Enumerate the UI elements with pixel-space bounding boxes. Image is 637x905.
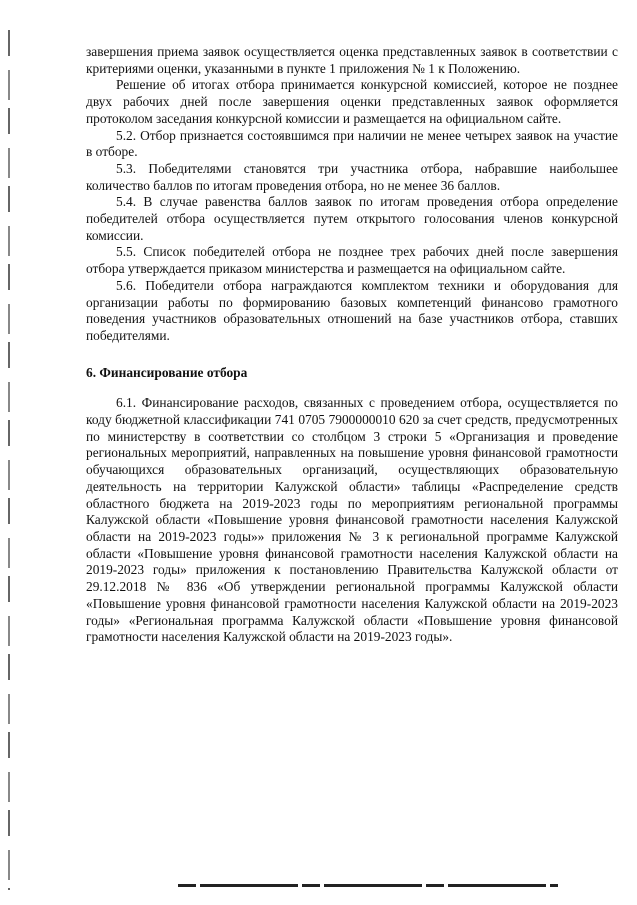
- paragraph-6-1: 6.1. Финансирование расходов, связанных с проведением отбора, осуществляется по коду бюджетной классификации 741 0705 7900000010 620 за счет средств, предусмотренных по министерству в соответствии со столбцом 3 строки 5 «Организация и проведение региональных мероприятий, направленных на повышение уровня финансовой грамотности обучающихся образовательных организаций, осуществляющих образовательную деятельность на территории Калужской области» таблицы «Распределение средств областного бюджета на 2019-2023 годы по мероприятиям региональной программы Калужской области «Повышение уровня финансовой грамотности населения Калужской области на 2019-2023 годы»» приложения № 3 к региональной программе Калужской области «Повышение уровня финансовой грамотности населения Калужской области на 2019-2023 годы» приложения к постановлению Правительства Калужской области от 29.12.2018 № 836 «Об утверждении региональной программы Калужской области «Повышение уровня финансовой грамотности населения Калужской области на 2019-2023 годы» «Региональная программа Калужской области «Повышение уровня финансовой грамотности населения Калужской области на 2019-2023 годы».: [86, 395, 618, 645]
- paragraph-5-4: 5.4. В случае равенства баллов заявок по итогам проведения отбора определение победителей отбора осуществляется путем открытого голосования членов конкурсной комиссии.: [86, 194, 618, 243]
- paragraph-continuation: завершения приема заявок осуществляется оценка представленных заявок в соответствии с критериями оценки, указанными в пункте 1 приложения № 1 к Положению.: [86, 44, 618, 76]
- scan-bottom-edge: [178, 884, 558, 887]
- section-heading: 6. Финансирование отбора: [86, 364, 248, 380]
- paragraph-5-5: 5.5. Список победителей отбора не позднее трех рабочих дней после завершения отбора утверждается приказом министерства и размещается на официальном сайте.: [86, 244, 618, 277]
- paragraph-decision: Решение об итогах отбора принимается конкурсной комиссией, которое не позднее двух рабочих дней после завершения оценки представленных заявок оформляется протоколом заседания конкурсной комиссии и размещается на официальном сайте.: [86, 77, 618, 126]
- paragraph-5-2: 5.2. Отбор признается состоявшимся при наличии не менее четырех заявок на участие в отборе.: [86, 127, 618, 160]
- scan-binder-edge: [8, 30, 10, 890]
- paragraph-5-3: 5.3. Победителями становятся три участника отбора, набравшие наибольшее количество баллов по итогам проведения отбора, но не менее 36 баллов.: [86, 160, 618, 193]
- paragraph-5-6: 5.6. Победители отбора награждаются комплектом техники и оборудования для организации работы по формированию базовых компетенций финансово грамотного поведения участников образовательных отношений на базе участников отбора, ставших победителями.: [86, 277, 618, 343]
- document-body: [86, 44, 618, 646]
